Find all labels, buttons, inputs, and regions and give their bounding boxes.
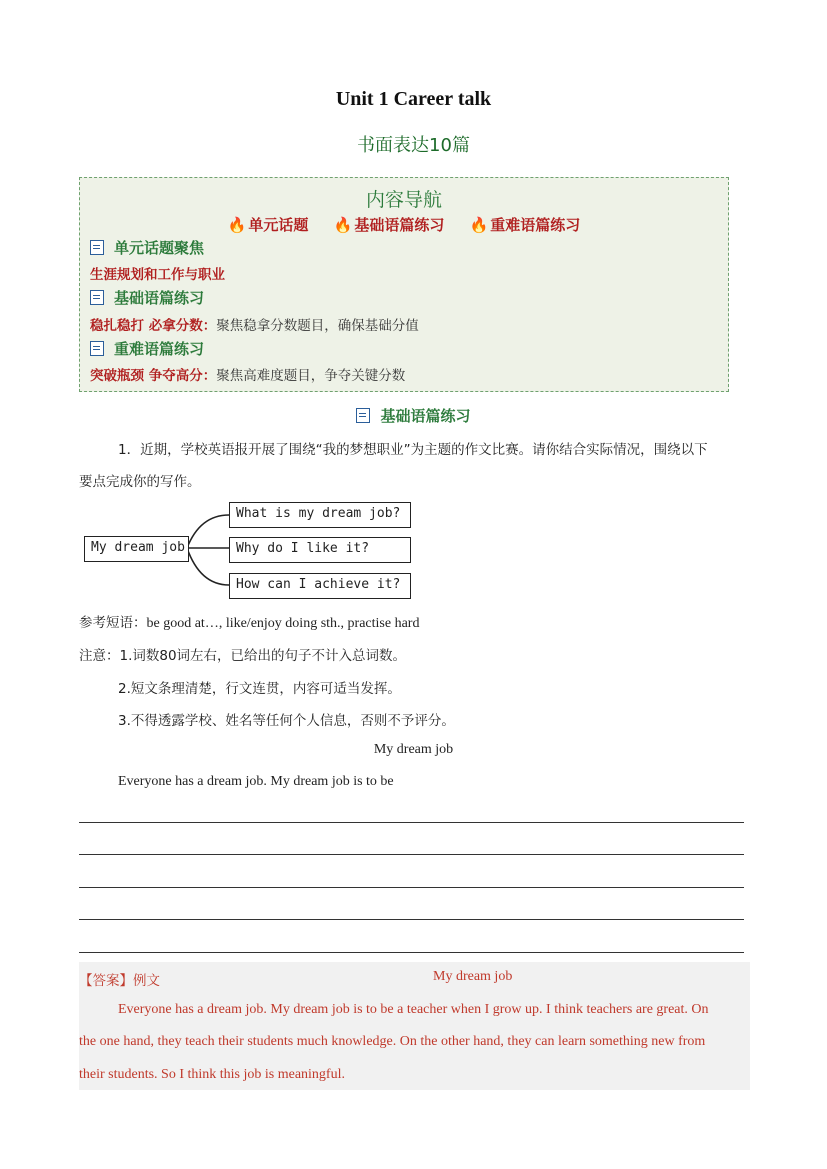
answer-label: 【答案】例文 <box>79 973 160 989</box>
mindmap-branch-node: What is my dream job? <box>229 502 411 528</box>
nav-section-heading-topic: 单元话题聚焦 <box>90 237 204 258</box>
answer-line: Everyone has a dream job. My dream job is to be a teacher when I grow up. I think teachers are great. On <box>118 1002 709 1017</box>
flame-icon: 🔥 <box>227 216 247 234</box>
flame-icon: 🔥 <box>333 216 353 234</box>
section-heading: 基础语篇练习 <box>0 405 827 426</box>
reference-phrases: 参考短语：be good at…, like/enjoy doing sth., practise hard <box>79 615 420 631</box>
writing-line[interactable] <box>79 822 744 823</box>
nav-section-heading-advanced: 重难语篇练习 <box>90 338 204 359</box>
question-text-line1: 1．近期，学校英语报开展了围绕“我的梦想职业”为主题的作文比赛。请你结合实际情况，围绕以下 <box>118 442 708 458</box>
notes-line3: 3.不得透露学校、姓名等任何个人信息，否则不予评分。 <box>118 713 455 729</box>
essay-start: Everyone has a dream job. My dream job is to be <box>118 774 394 789</box>
answer-title: My dream job <box>433 969 513 984</box>
writing-line[interactable] <box>79 952 744 953</box>
flame-icon: 🔥 <box>469 216 489 234</box>
writing-line[interactable] <box>79 887 744 888</box>
writing-line[interactable] <box>79 854 744 855</box>
answer-line: their students. So I think this job is meaningful. <box>79 1067 345 1082</box>
writing-line[interactable] <box>79 919 744 920</box>
nav-section-desc-advanced: 突破瓶颈 争夺高分：聚焦高难度题目，争夺关键分数 <box>90 368 406 384</box>
mindmap-center-node: My dream job <box>84 536 189 562</box>
page-subtitle: 书面表达10篇 <box>357 135 470 156</box>
nav-section-heading-basic: 基础语篇练习 <box>90 287 204 308</box>
mindmap-branch-node: Why do I like it? <box>229 537 411 563</box>
nav-section-desc-topic: 生涯规划和工作与职业 <box>90 267 225 283</box>
nav-link-advanced[interactable]: 🔥 重难语篇练习 <box>469 216 581 234</box>
nav-title: 内容导航 <box>365 189 442 211</box>
nav-link-basic[interactable]: 🔥 基础语篇练习 <box>333 216 445 234</box>
nav-link-topic[interactable]: 🔥 单元话题 <box>227 216 309 234</box>
notes-line1: 注意：1.词数80词左右，已给出的句子不计入总词数。 <box>79 648 407 664</box>
answer-line: the one hand, they teach their students much knowledge. On the other hand, they can learn something new from <box>79 1034 706 1049</box>
nav-section-desc-basic: 稳扎稳打 必拿分数：聚焦稳拿分数题目，确保基础分值 <box>90 318 419 334</box>
page-title: Unit 1 Career talk <box>335 88 492 110</box>
essay-title: My dream job <box>373 742 454 757</box>
mindmap-branch-node: How can I achieve it? <box>229 573 411 599</box>
question-text-line2: 要点完成你的写作。 <box>79 474 201 490</box>
notes-line2: 2.短文条理清楚，行文连贯，内容可适当发挥。 <box>118 681 401 697</box>
